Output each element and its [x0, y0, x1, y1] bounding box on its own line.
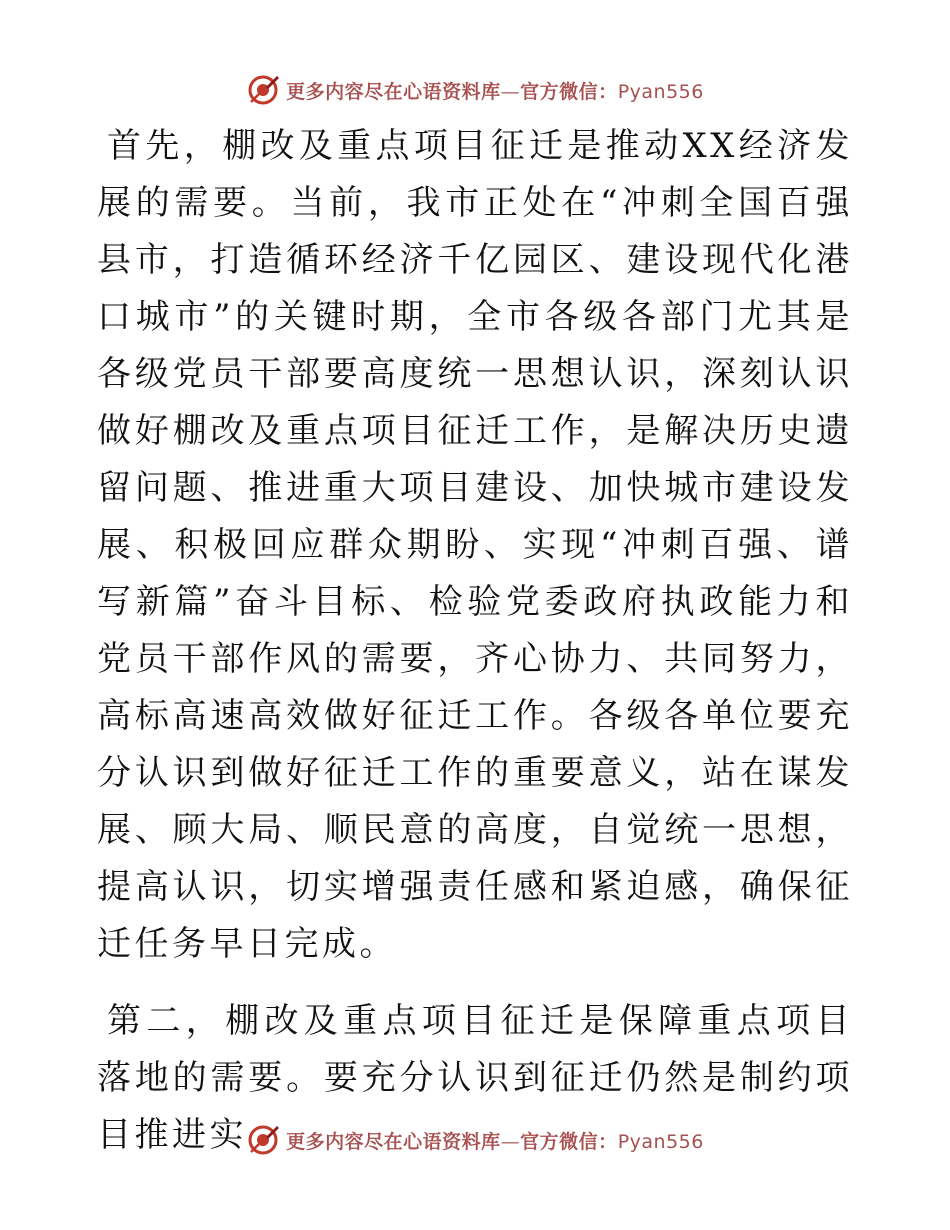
banner-account: Pyan556: [617, 1130, 704, 1153]
banner-text: [286, 77, 704, 104]
document-body: [97, 118, 853, 1164]
banner-site-name: 更多内容尽在心语资料库: [286, 1130, 501, 1153]
footer-banner: [0, 1120, 950, 1160]
banner-wechat-label: 官方微信：: [520, 1130, 618, 1153]
banner-separator: —: [500, 1130, 521, 1153]
paragraph-1: 首先，棚改及重点项目征迁是推动XX经济发展的需要。当前，我市正处在“冲刺全国百强县市，打造循环经济千亿园区、建设现代化港口城市”的关键时期，全市各级各部门尤其是各级党员干部要高度统一思想认识，深刻认识做好棚改及重点项目征迁工作，是解决历史遗留问题、推进重大项目建设、加快城市建设发展、积极回应群众期盼、实现“冲刺百强、谱写新篇”奋斗目标、检验党委政府执政能力和党员干部作风的需要，齐心协力、共同努力，高标高速高效做好征迁工作。各级各单位要充分认识到做好征迁工作的重要意义，站在谋发展、顾大局、顺民意的高度，自觉统一思想，提高认识，切实增强责任感和紧迫感，确保征迁任务早日完成。: [97, 126, 853, 964]
banner-site-name: 更多内容尽在心语资料库: [286, 80, 501, 103]
paragraph-2: 第二，棚改及重点项目征迁是保障重点项目落地的需要。要充分认识到征迁仍然是制约项目推进实: [97, 1001, 853, 1155]
banner-account: Pyan556: [617, 80, 704, 103]
banner-wechat-label: 官方微信：: [520, 80, 618, 103]
pen-nib-logo-icon: [246, 73, 280, 107]
pen-nib-logo-icon: [246, 1123, 280, 1157]
header-banner: [0, 70, 950, 110]
banner-text: [286, 1127, 704, 1154]
banner-separator: —: [500, 80, 521, 103]
